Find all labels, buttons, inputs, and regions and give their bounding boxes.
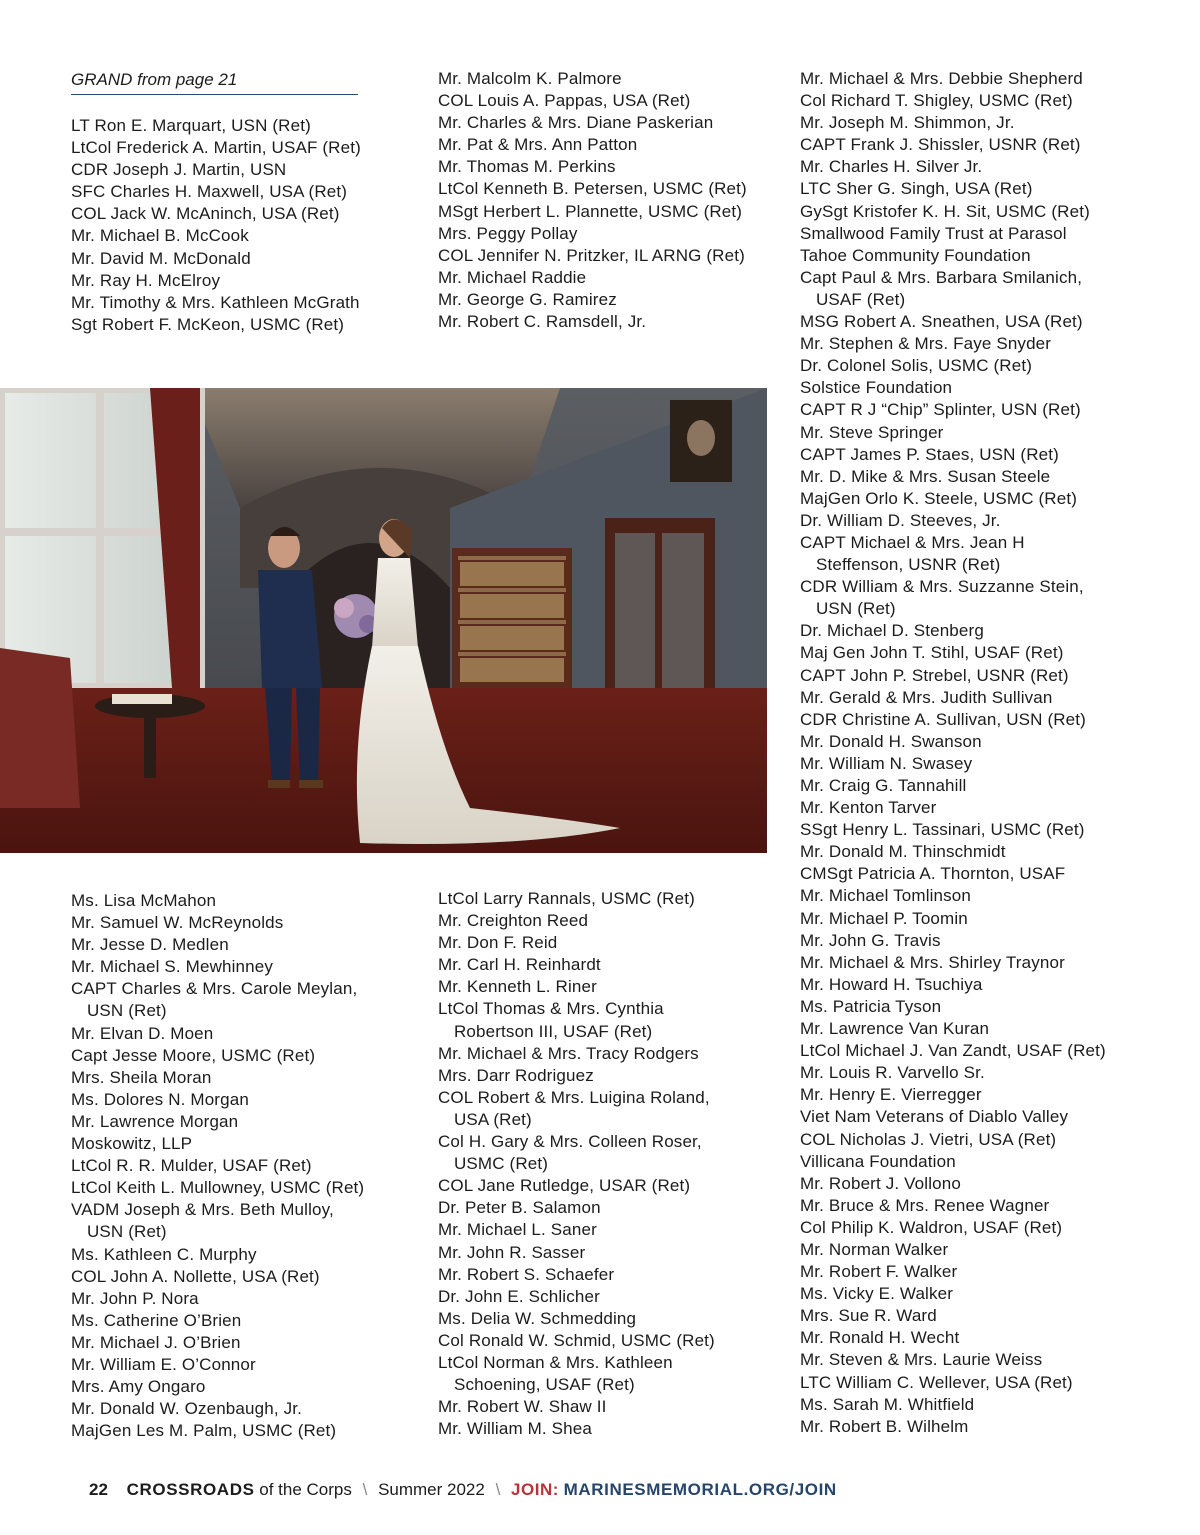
donor-name	[800, 134, 1106, 156]
donor-name	[438, 1330, 715, 1352]
donor-name	[438, 1418, 715, 1440]
donor-name-continuation: Schoening, USAF (Ret)	[454, 1375, 635, 1395]
donor-name	[800, 245, 1106, 267]
donor-name-text: Mr. Elvan D. Moen	[71, 1023, 214, 1043]
donor-name	[800, 819, 1106, 841]
donor-name-text: COL Robert & Mrs. Luigina Roland,	[438, 1087, 710, 1107]
donor-name-text: Mr. William M. Shea	[438, 1419, 592, 1439]
donor-name	[71, 1398, 364, 1420]
donor-name-text: Mr. Michael S. Mewhinney	[71, 957, 274, 977]
donor-name	[800, 178, 1106, 200]
donor-name-text: LtCol Kenneth B. Petersen, USMC (Ret)	[438, 179, 747, 199]
donor-name	[800, 775, 1106, 797]
donor-name-text: Mrs. Peggy Pollay	[438, 223, 578, 243]
donor-name	[800, 731, 1106, 753]
donor-name	[438, 1264, 715, 1286]
donor-name-text: Mr. Robert C. Ramsdell, Jr.	[438, 312, 647, 332]
donor-name	[800, 1283, 1106, 1305]
donor-name-text: Mr. Robert S. Schaefer	[438, 1264, 615, 1284]
donor-name-text: Ms. Vicky E. Walker	[800, 1284, 954, 1304]
donor-name	[438, 245, 747, 267]
donor-name-text: CAPT James P. Staes, USN (Ret)	[800, 444, 1059, 464]
donor-name	[800, 532, 1106, 554]
donor-name-text: Mr. Ray H. McElroy	[71, 270, 221, 290]
donor-name	[438, 267, 747, 289]
donor-name-text: Col Ronald W. Schmid, USMC (Ret)	[438, 1330, 715, 1350]
donor-name	[800, 885, 1106, 907]
donor-name	[438, 112, 747, 134]
donor-name-text: Mr. Joseph M. Shimmon, Jr.	[800, 113, 1015, 133]
donor-name-continuation: USN (Ret)	[816, 599, 896, 619]
donor-name	[71, 1023, 364, 1045]
donor-name-text: LtCol R. R. Mulder, USAF (Ret)	[71, 1156, 312, 1176]
donor-name	[71, 225, 361, 247]
donor-name	[800, 1173, 1106, 1195]
donor-name-text: Ms. Delia W. Schmedding	[438, 1308, 637, 1328]
donor-name-text: Ms. Lisa McMahon	[71, 891, 217, 910]
donor-name-text: Mr. George G. Ramirez	[438, 289, 617, 309]
donor-name-text: Mr. Donald W. Ozenbaugh, Jr.	[71, 1399, 302, 1419]
donor-name	[438, 1197, 715, 1219]
donor-list-col3	[800, 68, 1106, 1438]
donor-name	[71, 1177, 364, 1199]
donor-name	[800, 863, 1106, 885]
donor-name	[438, 1131, 715, 1153]
donor-name	[800, 1372, 1106, 1394]
donor-name	[800, 1195, 1106, 1217]
donor-name	[438, 156, 747, 178]
donor-name-text: Mr. David M. McDonald	[71, 248, 251, 268]
donor-name	[800, 355, 1106, 377]
donor-name	[71, 248, 361, 270]
donor-name	[71, 137, 361, 159]
donor-name-text: Mrs. Amy Ongaro	[71, 1377, 206, 1397]
donor-name	[800, 598, 1106, 620]
donor-name-text: Mr. Donald M. Thinschmidt	[800, 842, 1006, 862]
donor-name	[438, 1396, 715, 1418]
donor-name-text: Dr. William D. Steeves, Jr.	[800, 510, 1001, 530]
donor-name-text: VADM Joseph & Mrs. Beth Mulloy,	[71, 1200, 334, 1220]
donor-name-text: LtCol Larry Rannals, USMC (Ret)	[438, 889, 695, 908]
donor-name	[438, 954, 715, 976]
donor-name	[71, 203, 361, 225]
donor-name-text: LtCol Frederick A. Martin, USAF (Ret)	[71, 138, 361, 158]
donor-name-text: Mr. Steve Springer	[800, 422, 944, 442]
donor-name	[800, 1416, 1106, 1438]
donor-name-text: Mr. Michael & Mrs. Shirley Traynor	[800, 952, 1065, 972]
donor-name	[800, 377, 1106, 399]
donor-name	[800, 112, 1106, 134]
donor-name-text: Mr. Howard H. Tsuchiya	[800, 974, 983, 994]
donor-name-text: Mr. Donald H. Swanson	[800, 731, 982, 751]
donor-name-text: Villicana Foundation	[800, 1151, 956, 1171]
donor-name-text: Moskowitz, LLP	[71, 1134, 193, 1154]
donor-name-text: Mr. John P. Nora	[71, 1288, 199, 1308]
donor-list-col2-top	[438, 68, 747, 333]
donor-name	[800, 267, 1106, 289]
footer-separator: \	[362, 1480, 368, 1499]
donor-name-text: Smallwood Family Trust at Parasol	[800, 223, 1067, 243]
donor-name-text: Mr. Michael & Mrs. Tracy Rodgers	[438, 1043, 699, 1063]
donor-name	[800, 996, 1106, 1018]
donor-name-text: Mr. William N. Swasey	[800, 753, 973, 773]
page-footer	[89, 1479, 837, 1501]
magazine-brand: CROSSROADS	[126, 1480, 255, 1499]
donor-name-text: LtCol Keith L. Mullowney, USMC (Ret)	[71, 1178, 365, 1198]
donor-name-text: Mr. Michael & Mrs. Debbie Shepherd	[800, 69, 1083, 88]
donor-name-text: SSgt Henry L. Tassinari, USMC (Ret)	[800, 820, 1085, 840]
donor-name	[800, 620, 1106, 642]
donor-name	[800, 311, 1106, 333]
donor-name-text: Mr. Robert J. Vollono	[800, 1173, 961, 1193]
donor-name-text: Dr. John E. Schlicher	[438, 1286, 600, 1306]
donor-name-text: Col Philip K. Waldron, USAF (Ret)	[800, 1217, 1063, 1237]
donor-name	[800, 797, 1106, 819]
donor-name-text: Maj Gen John T. Stihl, USAF (Ret)	[800, 643, 1064, 663]
donor-name	[800, 201, 1106, 223]
donor-name-text: Mr. Lawrence Van Kuran	[800, 1019, 990, 1039]
donor-name	[71, 1199, 364, 1221]
wedding-photo	[0, 388, 767, 853]
donor-name	[438, 201, 747, 223]
donor-name	[800, 709, 1106, 731]
donor-name	[71, 292, 361, 314]
donor-name	[800, 422, 1106, 444]
donor-name-text: MajGen Les M. Palm, USMC (Ret)	[71, 1421, 337, 1441]
donor-name	[800, 1084, 1106, 1106]
donor-name	[800, 1239, 1106, 1261]
donor-name	[800, 1349, 1106, 1371]
donor-name-text: Mr. William E. O’Connor	[71, 1354, 256, 1374]
donor-name	[438, 1219, 715, 1241]
magazine-brand-suffix: of the Corps	[259, 1480, 352, 1499]
donor-name-text: LT Ron E. Marquart, USN (Ret)	[71, 116, 311, 135]
donor-name-text: CAPT John P. Strebel, USNR (Ret)	[800, 665, 1069, 685]
donor-name	[71, 1266, 364, 1288]
donor-name-text: Mr. Louis R. Varvello Sr.	[800, 1063, 985, 1083]
donor-name	[438, 1352, 715, 1374]
donor-name	[438, 311, 747, 333]
donor-name	[800, 1106, 1106, 1128]
donor-name-text: Dr. Colonel Solis, USMC (Ret)	[800, 356, 1033, 376]
donor-name-text: Mr. Timothy & Mrs. Kathleen McGrath	[71, 292, 360, 312]
donor-name-text: COL Jack W. McAninch, USA (Ret)	[71, 204, 340, 224]
donor-name-text: Mr. Steven & Mrs. Laurie Weiss	[800, 1350, 1043, 1370]
donor-name	[438, 223, 747, 245]
donor-name-text: LtCol Michael J. Van Zandt, USAF (Ret)	[800, 1041, 1106, 1061]
donor-name	[800, 841, 1106, 863]
donor-name-text: Mr. Pat & Mrs. Ann Patton	[438, 135, 638, 155]
donor-name	[800, 1129, 1106, 1151]
donor-name	[438, 1065, 715, 1087]
donor-name	[71, 1221, 364, 1243]
donor-name-text: CAPT Michael & Mrs. Jean H	[800, 532, 1025, 552]
donor-name-text: Col Richard T. Shigley, USMC (Ret)	[800, 91, 1073, 111]
continued-from-header: GRAND from page 21	[71, 69, 358, 95]
donor-name	[800, 930, 1106, 952]
donor-name	[800, 554, 1106, 576]
donor-name-text: Dr. Michael D. Stenberg	[800, 621, 984, 641]
donor-name-text: Mr. Thomas M. Perkins	[438, 157, 616, 177]
donor-name-text: Mr. Michael J. O’Brien	[71, 1332, 241, 1352]
donor-name	[71, 978, 364, 1000]
donor-name-text: Dr. Peter B. Salamon	[438, 1198, 601, 1218]
donor-name	[800, 333, 1106, 355]
donor-name-text: Mr. Kenneth L. Riner	[438, 977, 597, 997]
donor-name	[800, 642, 1106, 664]
donor-name-text: Mr. Stephen & Mrs. Faye Snyder	[800, 334, 1052, 354]
donor-name-text: Mrs. Sheila Moran	[71, 1067, 212, 1087]
donor-name-text: Mr. Carl H. Reinhardt	[438, 955, 601, 975]
donor-name-text: LtCol Norman & Mrs. Kathleen	[438, 1352, 673, 1372]
donor-name-text: CAPT Frank J. Shissler, USNR (Ret)	[800, 135, 1081, 155]
donor-name-continuation: Robertson III, USAF (Ret)	[454, 1021, 653, 1041]
donor-name-text: CAPT Charles & Mrs. Carole Meylan,	[71, 979, 358, 999]
donor-name	[800, 952, 1106, 974]
donor-name-text: Mr. Michael L. Saner	[438, 1220, 597, 1240]
donor-name	[438, 178, 747, 200]
donor-name-text: Mr. Kenton Tarver	[800, 798, 937, 818]
donor-name-text: Mr. Samuel W. McReynolds	[71, 913, 284, 933]
donor-name	[71, 1354, 364, 1376]
donor-name-continuation: USN (Ret)	[87, 1222, 167, 1242]
donor-name	[71, 115, 361, 137]
donor-name	[438, 1308, 715, 1330]
donor-name	[800, 1151, 1106, 1173]
donor-name	[438, 1021, 715, 1043]
donor-name-text: Capt Jesse Moore, USMC (Ret)	[71, 1045, 316, 1065]
donor-name	[71, 1089, 364, 1111]
donor-name	[800, 444, 1106, 466]
donor-name	[71, 1000, 364, 1022]
join-label: JOIN:	[511, 1480, 559, 1499]
donor-name-text: Mr. Robert F. Walker	[800, 1262, 958, 1282]
donor-name-text: Mr. John G. Travis	[800, 930, 941, 950]
donor-name	[71, 934, 364, 956]
footer-separator: \	[495, 1480, 501, 1499]
donor-name-text: SFC Charles H. Maxwell, USA (Ret)	[71, 182, 348, 202]
donor-name-text: MSG Robert A. Sneathen, USA (Ret)	[800, 312, 1083, 332]
donor-name-text: Mr. John R. Sasser	[438, 1242, 586, 1262]
donor-name	[71, 912, 364, 934]
donor-name-text: Mr. Michael Raddie	[438, 267, 587, 287]
donor-name	[71, 1155, 364, 1177]
donor-name	[438, 1374, 715, 1396]
donor-name	[438, 1175, 715, 1197]
donor-name	[438, 998, 715, 1020]
donor-name-text: CAPT R J “Chip” Splinter, USN (Ret)	[800, 400, 1081, 420]
donor-name-text: Mr. Robert W. Shaw II	[438, 1397, 607, 1417]
donor-name	[800, 687, 1106, 709]
donor-name-text: Mr. Robert B. Wilhelm	[800, 1416, 969, 1436]
donor-name-text: COL Jennifer N. Pritzker, IL ARNG (Ret)	[438, 245, 745, 265]
donor-name-text: Mr. Michael Tomlinson	[800, 886, 972, 906]
donor-name	[800, 1261, 1106, 1283]
donor-name	[800, 1040, 1106, 1062]
donor-name-text: Capt Paul & Mrs. Barbara Smilanich,	[800, 267, 1083, 287]
donor-name	[800, 1327, 1106, 1349]
donor-name	[800, 1062, 1106, 1084]
donor-name-text: LTC Sher G. Singh, USA (Ret)	[800, 179, 1033, 199]
donor-name	[71, 270, 361, 292]
donor-name-text: LTC William C. Wellever, USA (Ret)	[800, 1372, 1073, 1392]
donor-name-continuation: USAF (Ret)	[816, 289, 906, 309]
donor-name-text: CMSgt Patricia A. Thornton, USAF	[800, 864, 1066, 884]
donor-name	[800, 1394, 1106, 1416]
donor-name	[438, 910, 715, 932]
donor-name	[71, 890, 364, 912]
donor-name	[800, 223, 1106, 245]
donor-name-text: Ms. Patricia Tyson	[800, 996, 942, 1016]
donor-name-continuation: Steffenson, USNR (Ret)	[816, 555, 1001, 575]
donor-name	[71, 1310, 364, 1332]
donor-name	[71, 1133, 364, 1155]
donor-name	[438, 932, 715, 954]
donor-name-text: GySgt Kristofer K. H. Sit, USMC (Ret)	[800, 201, 1090, 221]
donor-name-text: Viet Nam Veterans of Diablo Valley	[800, 1107, 1069, 1127]
donor-list-col1-bottom	[71, 890, 364, 1442]
donor-name-text: Mr. Craig G. Tannahill	[800, 776, 967, 795]
donor-name	[800, 753, 1106, 775]
donor-name-text: Mrs. Sue R. Ward	[800, 1306, 937, 1326]
donor-name-text: Ms. Sarah M. Whitfield	[800, 1394, 975, 1414]
donor-name	[438, 1043, 715, 1065]
donor-name-text: COL Nicholas J. Vietri, USA (Ret)	[800, 1129, 1057, 1149]
donor-name	[438, 1153, 715, 1175]
donor-name-text: Mr. Jesse D. Medlen	[71, 935, 229, 955]
page-number: 22	[89, 1480, 108, 1499]
donor-name	[438, 289, 747, 311]
donor-name	[71, 159, 361, 181]
donor-name-text: Mrs. Darr Rodriguez	[438, 1065, 594, 1085]
donor-name	[800, 1217, 1106, 1239]
donor-name	[800, 576, 1106, 598]
donor-name-text: Mr. Henry E. Vierregger	[800, 1085, 982, 1105]
donor-name	[800, 399, 1106, 421]
donor-name	[800, 488, 1106, 510]
donor-name	[71, 1332, 364, 1354]
donor-name-text: Ms. Dolores N. Morgan	[71, 1089, 249, 1109]
donor-name-text: Tahoe Community Foundation	[800, 245, 1031, 265]
donor-name	[71, 314, 361, 336]
donor-name	[71, 1067, 364, 1089]
donor-name	[800, 665, 1106, 687]
donor-name	[71, 1420, 364, 1442]
donor-name	[438, 976, 715, 998]
donor-name-text: COL Jane Rutledge, USAR (Ret)	[438, 1176, 691, 1196]
donor-name	[71, 181, 361, 203]
donor-name	[800, 510, 1106, 532]
donor-name-text: Mr. Don F. Reid	[438, 933, 558, 953]
donor-list-col2-bottom	[438, 888, 715, 1440]
donor-name-text: Sgt Robert F. McKeon, USMC (Ret)	[71, 314, 345, 334]
donor-name-text: Mr. Norman Walker	[800, 1239, 949, 1259]
donor-name-text: LtCol Thomas & Mrs. Cynthia	[438, 999, 664, 1019]
donor-name	[800, 90, 1106, 112]
donor-name-text: Mr. Charles H. Silver Jr.	[800, 157, 983, 177]
donor-name	[800, 1018, 1106, 1040]
donor-name-text: CDR William & Mrs. Suzzanne Stein,	[800, 577, 1084, 597]
donor-name-text: CDR Joseph J. Martin, USN	[71, 160, 287, 180]
donor-name-text: CDR Christine A. Sullivan, USN (Ret)	[800, 709, 1086, 729]
donor-name	[438, 888, 715, 910]
donor-name-text: Mr. Ronald H. Wecht	[800, 1328, 960, 1348]
donor-name	[800, 974, 1106, 996]
donor-name	[438, 1286, 715, 1308]
donor-name-text: Mr. Bruce & Mrs. Renee Wagner	[800, 1195, 1050, 1215]
donor-name-text: Mr. Lawrence Morgan	[71, 1111, 239, 1131]
donor-name-text: Mr. D. Mike & Mrs. Susan Steele	[800, 466, 1051, 486]
donor-name	[71, 1288, 364, 1310]
donor-name-text: Ms. Catherine O’Brien	[71, 1310, 242, 1330]
donor-name-text: Mr. Gerald & Mrs. Judith Sullivan	[800, 687, 1053, 707]
join-link[interactable]: MARINESMEMORIAL.ORG/JOIN	[563, 1480, 837, 1499]
donor-name-text: MSgt Herbert L. Plannette, USMC (Ret)	[438, 201, 743, 221]
donor-name	[800, 466, 1106, 488]
donor-name-continuation: USA (Ret)	[454, 1109, 532, 1129]
donor-name	[71, 1045, 364, 1067]
donor-name-text: MajGen Orlo K. Steele, USMC (Ret)	[800, 488, 1078, 508]
donor-name	[800, 156, 1106, 178]
donor-name-text: Mr. Creighton Reed	[438, 911, 589, 931]
donor-name-text: Mr. Michael P. Toomin	[800, 908, 968, 928]
donor-name	[71, 1244, 364, 1266]
donor-name-text: COL Louis A. Pappas, USA (Ret)	[438, 91, 691, 111]
donor-name-text: Ms. Kathleen C. Murphy	[71, 1244, 257, 1264]
donor-name-continuation: USN (Ret)	[87, 1001, 167, 1021]
donor-name-text: Mr. Malcolm K. Palmore	[438, 69, 622, 88]
donor-name	[438, 1242, 715, 1264]
donor-name	[438, 1087, 715, 1109]
donor-name	[438, 68, 747, 90]
donor-name	[71, 956, 364, 978]
donor-name-text: Mr. Charles & Mrs. Diane Paskerian	[438, 113, 714, 133]
donor-name-text: Col H. Gary & Mrs. Colleen Roser,	[438, 1132, 702, 1152]
donor-name	[438, 134, 747, 156]
donor-name	[438, 90, 747, 112]
donor-name	[71, 1111, 364, 1133]
donor-name-continuation: USMC (Ret)	[454, 1154, 549, 1174]
donor-name-text: COL John A. Nollette, USA (Ret)	[71, 1266, 320, 1286]
donor-list-col1-top	[71, 115, 361, 336]
donor-name-text: Solstice Foundation	[800, 378, 953, 398]
issue-label: Summer 2022	[378, 1480, 485, 1499]
donor-name-text: Mr. Michael B. McCook	[71, 226, 249, 246]
donor-name	[800, 908, 1106, 930]
donor-name	[71, 1376, 364, 1398]
donor-name	[800, 1305, 1106, 1327]
donor-name	[800, 68, 1106, 90]
donor-name	[800, 289, 1106, 311]
donor-name	[438, 1109, 715, 1131]
